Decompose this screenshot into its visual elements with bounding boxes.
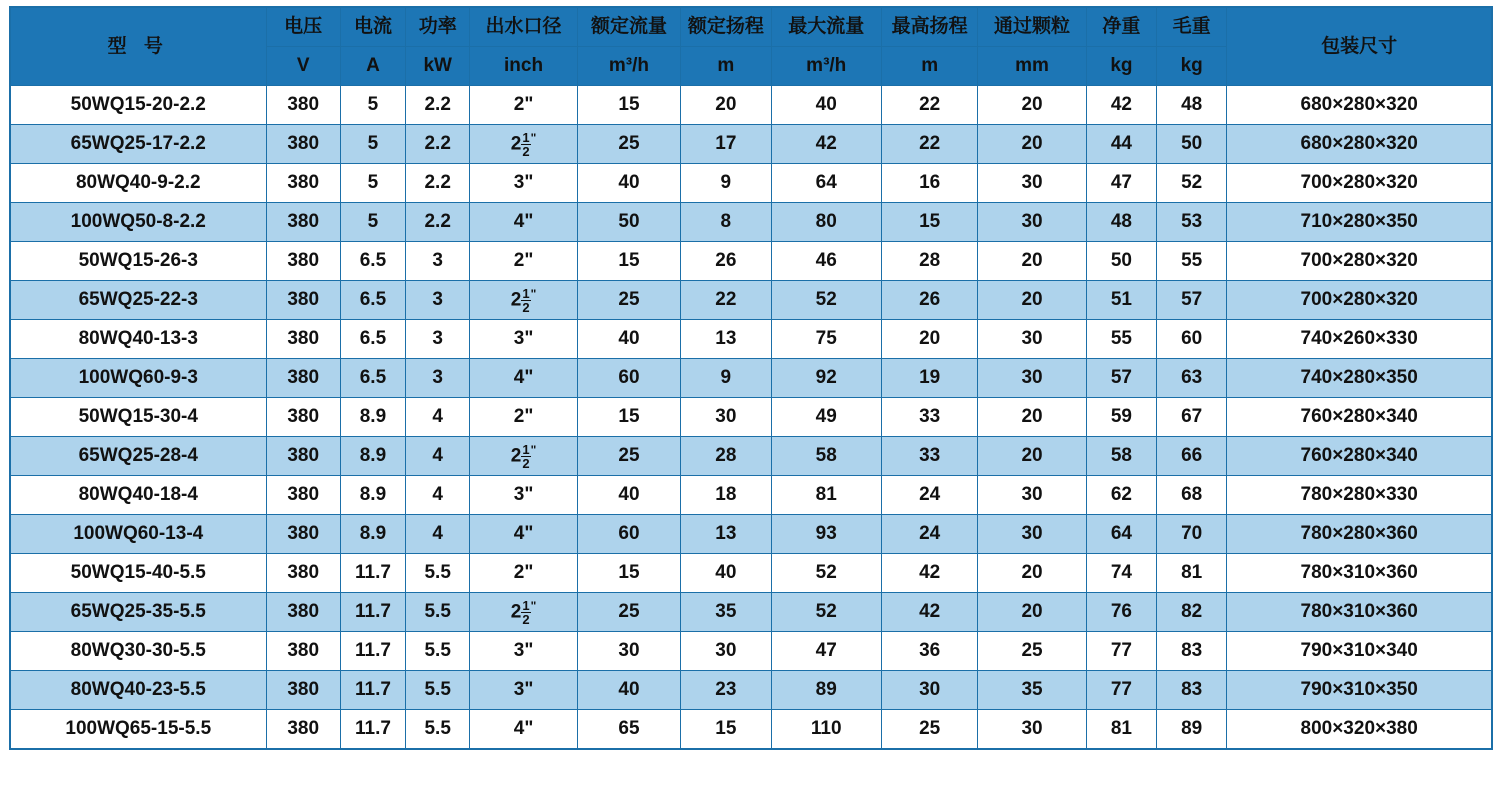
cell-outlet-diameter: 2" <box>470 398 577 437</box>
unit-power: kW <box>406 47 470 86</box>
column-header-gross-weight: 毛重 <box>1157 7 1227 47</box>
cell-power: 4 <box>406 515 470 554</box>
cell-net-weight: 44 <box>1086 125 1156 164</box>
table-body <box>10 86 1492 750</box>
cell-rated-flow: 25 <box>577 125 680 164</box>
column-header-current: 电流 <box>340 7 405 47</box>
cell-package-size: 680×280×320 <box>1227 86 1492 125</box>
cell-outlet-diameter: 4" <box>470 710 577 750</box>
unit-particle-size: mm <box>978 47 1086 86</box>
cell-voltage: 380 <box>266 515 340 554</box>
cell-max-flow: 80 <box>771 203 881 242</box>
cell-max-flow: 52 <box>771 593 881 632</box>
cell-rated-flow: 40 <box>577 164 680 203</box>
unit-rated-flow: m³/h <box>577 47 680 86</box>
cell-package-size: 700×280×320 <box>1227 164 1492 203</box>
cell-rated-head: 26 <box>681 242 771 281</box>
table-row <box>10 164 1492 203</box>
cell-power: 4 <box>406 437 470 476</box>
cell-rated-flow: 40 <box>577 671 680 710</box>
cell-particle-size: 20 <box>978 281 1086 320</box>
cell-net-weight: 42 <box>1086 86 1156 125</box>
cell-power: 3 <box>406 359 470 398</box>
cell-voltage: 380 <box>266 320 340 359</box>
cell-outlet-diameter: 3" <box>470 164 577 203</box>
cell-outlet-diameter: 2 $\frac{1}{2}$ " <box>470 125 577 164</box>
cell-current: 5 <box>340 125 405 164</box>
cell-voltage: 380 <box>266 593 340 632</box>
table-row <box>10 242 1492 281</box>
cell-model: 50WQ15-20-2.2 <box>10 86 266 125</box>
table-row <box>10 554 1492 593</box>
table-row <box>10 515 1492 554</box>
cell-max-flow: 110 <box>771 710 881 750</box>
cell-voltage: 380 <box>266 125 340 164</box>
cell-current: 11.7 <box>340 632 405 671</box>
cell-max-flow: 92 <box>771 359 881 398</box>
cell-net-weight: 48 <box>1086 203 1156 242</box>
cell-current: 11.7 <box>340 671 405 710</box>
cell-voltage: 380 <box>266 710 340 750</box>
cell-outlet-diameter: 4" <box>470 203 577 242</box>
cell-net-weight: 59 <box>1086 398 1156 437</box>
cell-max-head: 19 <box>881 359 977 398</box>
cell-gross-weight: 81 <box>1157 554 1227 593</box>
cell-power: 5.5 <box>406 554 470 593</box>
cell-rated-head: 9 <box>681 164 771 203</box>
table-row <box>10 125 1492 164</box>
header-row-titles <box>10 7 1492 47</box>
cell-net-weight: 57 <box>1086 359 1156 398</box>
cell-net-weight: 76 <box>1086 593 1156 632</box>
cell-particle-size: 35 <box>978 671 1086 710</box>
table-row <box>10 86 1492 125</box>
column-header-particle-size: 通过颗粒 <box>978 7 1086 47</box>
table-row <box>10 281 1492 320</box>
unit-max-head: m <box>881 47 977 86</box>
table-row <box>10 593 1492 632</box>
column-header-rated-flow: 额定流量 <box>577 7 680 47</box>
cell-model: 80WQ40-23-5.5 <box>10 671 266 710</box>
cell-max-flow: 58 <box>771 437 881 476</box>
cell-max-head: 22 <box>881 86 977 125</box>
cell-max-head: 25 <box>881 710 977 750</box>
cell-rated-flow: 65 <box>577 710 680 750</box>
cell-max-flow: 47 <box>771 632 881 671</box>
cell-max-head: 16 <box>881 164 977 203</box>
cell-model: 50WQ15-26-3 <box>10 242 266 281</box>
cell-current: 8.9 <box>340 515 405 554</box>
cell-particle-size: 20 <box>978 554 1086 593</box>
cell-model: 100WQ50-8-2.2 <box>10 203 266 242</box>
cell-outlet-diameter: 2 $\frac{1}{2}$ " <box>470 593 577 632</box>
cell-rated-head: 30 <box>681 398 771 437</box>
cell-voltage: 380 <box>266 437 340 476</box>
cell-model: 100WQ60-13-4 <box>10 515 266 554</box>
unit-current: A <box>340 47 405 86</box>
cell-gross-weight: 82 <box>1157 593 1227 632</box>
cell-rated-head: 9 <box>681 359 771 398</box>
cell-package-size: 780×280×330 <box>1227 476 1492 515</box>
cell-current: 6.5 <box>340 242 405 281</box>
cell-rated-flow: 25 <box>577 593 680 632</box>
cell-max-flow: 49 <box>771 398 881 437</box>
cell-package-size: 700×280×320 <box>1227 242 1492 281</box>
cell-max-head: 28 <box>881 242 977 281</box>
cell-rated-head: 20 <box>681 86 771 125</box>
cell-outlet-diameter: 2" <box>470 86 577 125</box>
cell-particle-size: 20 <box>978 125 1086 164</box>
cell-gross-weight: 63 <box>1157 359 1227 398</box>
column-header-max-head: 最高扬程 <box>881 7 977 47</box>
table-row <box>10 710 1492 750</box>
column-header-package-size: 包装尺寸 <box>1227 7 1492 86</box>
cell-power: 4 <box>406 398 470 437</box>
cell-voltage: 380 <box>266 242 340 281</box>
cell-outlet-diameter: 2" <box>470 242 577 281</box>
cell-gross-weight: 89 <box>1157 710 1227 750</box>
cell-max-head: 30 <box>881 671 977 710</box>
cell-particle-size: 30 <box>978 203 1086 242</box>
pump-specification-table <box>9 6 1493 750</box>
cell-max-flow: 75 <box>771 320 881 359</box>
cell-net-weight: 64 <box>1086 515 1156 554</box>
cell-rated-head: 17 <box>681 125 771 164</box>
unit-rated-head: m <box>681 47 771 86</box>
cell-power: 3 <box>406 281 470 320</box>
cell-max-flow: 89 <box>771 671 881 710</box>
cell-current: 6.5 <box>340 359 405 398</box>
cell-outlet-diameter: 4" <box>470 359 577 398</box>
cell-outlet-diameter: 3" <box>470 632 577 671</box>
cell-model: 50WQ15-40-5.5 <box>10 554 266 593</box>
cell-gross-weight: 66 <box>1157 437 1227 476</box>
cell-gross-weight: 52 <box>1157 164 1227 203</box>
cell-rated-head: 23 <box>681 671 771 710</box>
cell-gross-weight: 60 <box>1157 320 1227 359</box>
cell-max-head: 33 <box>881 398 977 437</box>
cell-rated-head: 28 <box>681 437 771 476</box>
column-header-model: 型 号 <box>10 7 266 86</box>
cell-rated-head: 40 <box>681 554 771 593</box>
cell-max-head: 26 <box>881 281 977 320</box>
cell-outlet-diameter: 4" <box>470 515 577 554</box>
cell-outlet-diameter: 2 $\frac{1}{2}$ " <box>470 437 577 476</box>
column-header-outlet-diameter: 出水口径 <box>470 7 577 47</box>
cell-power: 5.5 <box>406 632 470 671</box>
cell-rated-flow: 25 <box>577 281 680 320</box>
unit-net-weight: kg <box>1086 47 1156 86</box>
cell-package-size: 780×280×360 <box>1227 515 1492 554</box>
cell-voltage: 380 <box>266 203 340 242</box>
table-header <box>10 7 1492 86</box>
cell-rated-head: 13 <box>681 515 771 554</box>
cell-model: 100WQ60-9-3 <box>10 359 266 398</box>
cell-net-weight: 62 <box>1086 476 1156 515</box>
cell-max-head: 42 <box>881 593 977 632</box>
cell-package-size: 780×310×360 <box>1227 554 1492 593</box>
table-row <box>10 476 1492 515</box>
cell-max-flow: 52 <box>771 281 881 320</box>
cell-current: 6.5 <box>340 320 405 359</box>
cell-rated-head: 8 <box>681 203 771 242</box>
cell-model: 80WQ30-30-5.5 <box>10 632 266 671</box>
cell-current: 5 <box>340 203 405 242</box>
cell-voltage: 380 <box>266 554 340 593</box>
cell-particle-size: 25 <box>978 632 1086 671</box>
cell-max-head: 15 <box>881 203 977 242</box>
cell-particle-size: 20 <box>978 398 1086 437</box>
table-row <box>10 398 1492 437</box>
cell-rated-flow: 50 <box>577 203 680 242</box>
cell-package-size: 790×310×350 <box>1227 671 1492 710</box>
cell-package-size: 740×260×330 <box>1227 320 1492 359</box>
cell-outlet-diameter: 2" <box>470 554 577 593</box>
cell-particle-size: 20 <box>978 86 1086 125</box>
table-row <box>10 320 1492 359</box>
cell-rated-head: 15 <box>681 710 771 750</box>
cell-particle-size: 30 <box>978 359 1086 398</box>
cell-package-size: 760×280×340 <box>1227 437 1492 476</box>
cell-power: 2.2 <box>406 164 470 203</box>
cell-power: 5.5 <box>406 593 470 632</box>
cell-outlet-diameter: 3" <box>470 671 577 710</box>
cell-rated-flow: 40 <box>577 320 680 359</box>
cell-power: 4 <box>406 476 470 515</box>
column-header-net-weight: 净重 <box>1086 7 1156 47</box>
cell-current: 11.7 <box>340 593 405 632</box>
cell-particle-size: 20 <box>978 242 1086 281</box>
cell-net-weight: 77 <box>1086 632 1156 671</box>
cell-max-flow: 81 <box>771 476 881 515</box>
cell-particle-size: 30 <box>978 320 1086 359</box>
cell-outlet-diameter: 3" <box>470 320 577 359</box>
cell-model: 80WQ40-9-2.2 <box>10 164 266 203</box>
cell-gross-weight: 83 <box>1157 632 1227 671</box>
cell-package-size: 790×310×340 <box>1227 632 1492 671</box>
cell-rated-flow: 60 <box>577 359 680 398</box>
cell-gross-weight: 55 <box>1157 242 1227 281</box>
cell-max-flow: 52 <box>771 554 881 593</box>
column-header-max-flow: 最大流量 <box>771 7 881 47</box>
cell-particle-size: 30 <box>978 476 1086 515</box>
cell-gross-weight: 70 <box>1157 515 1227 554</box>
cell-current: 5 <box>340 164 405 203</box>
cell-particle-size: 30 <box>978 164 1086 203</box>
unit-max-flow: m³/h <box>771 47 881 86</box>
cell-model: 80WQ40-13-3 <box>10 320 266 359</box>
cell-net-weight: 55 <box>1086 320 1156 359</box>
cell-power: 2.2 <box>406 125 470 164</box>
cell-current: 8.9 <box>340 476 405 515</box>
cell-model: 65WQ25-22-3 <box>10 281 266 320</box>
unit-outlet-diameter: inch <box>470 47 577 86</box>
cell-model: 50WQ15-30-4 <box>10 398 266 437</box>
cell-rated-flow: 15 <box>577 86 680 125</box>
cell-current: 8.9 <box>340 398 405 437</box>
cell-gross-weight: 67 <box>1157 398 1227 437</box>
column-header-voltage: 电压 <box>266 7 340 47</box>
cell-rated-flow: 15 <box>577 242 680 281</box>
cell-rated-flow: 60 <box>577 515 680 554</box>
cell-gross-weight: 83 <box>1157 671 1227 710</box>
cell-gross-weight: 57 <box>1157 281 1227 320</box>
cell-model: 65WQ25-35-5.5 <box>10 593 266 632</box>
cell-max-head: 24 <box>881 515 977 554</box>
unit-gross-weight: kg <box>1157 47 1227 86</box>
cell-gross-weight: 68 <box>1157 476 1227 515</box>
cell-net-weight: 50 <box>1086 242 1156 281</box>
cell-rated-flow: 15 <box>577 554 680 593</box>
cell-power: 2.2 <box>406 86 470 125</box>
cell-package-size: 680×280×320 <box>1227 125 1492 164</box>
cell-particle-size: 30 <box>978 710 1086 750</box>
cell-voltage: 380 <box>266 671 340 710</box>
cell-rated-head: 35 <box>681 593 771 632</box>
cell-net-weight: 74 <box>1086 554 1156 593</box>
cell-gross-weight: 48 <box>1157 86 1227 125</box>
cell-outlet-diameter: 2 $\frac{1}{2}$ " <box>470 281 577 320</box>
cell-voltage: 380 <box>266 281 340 320</box>
cell-rated-head: 30 <box>681 632 771 671</box>
column-header-rated-head: 额定扬程 <box>681 7 771 47</box>
cell-package-size: 800×320×380 <box>1227 710 1492 750</box>
cell-package-size: 710×280×350 <box>1227 203 1492 242</box>
cell-net-weight: 47 <box>1086 164 1156 203</box>
cell-rated-flow: 15 <box>577 398 680 437</box>
cell-max-flow: 93 <box>771 515 881 554</box>
cell-rated-flow: 30 <box>577 632 680 671</box>
cell-rated-flow: 25 <box>577 437 680 476</box>
table-row <box>10 671 1492 710</box>
cell-rated-head: 22 <box>681 281 771 320</box>
cell-package-size: 760×280×340 <box>1227 398 1492 437</box>
unit-voltage: V <box>266 47 340 86</box>
cell-net-weight: 58 <box>1086 437 1156 476</box>
cell-max-head: 36 <box>881 632 977 671</box>
cell-rated-head: 18 <box>681 476 771 515</box>
cell-max-flow: 64 <box>771 164 881 203</box>
table-row <box>10 203 1492 242</box>
cell-max-flow: 46 <box>771 242 881 281</box>
cell-power: 3 <box>406 320 470 359</box>
cell-current: 11.7 <box>340 710 405 750</box>
cell-voltage: 380 <box>266 86 340 125</box>
cell-package-size: 700×280×320 <box>1227 281 1492 320</box>
cell-particle-size: 20 <box>978 593 1086 632</box>
cell-net-weight: 77 <box>1086 671 1156 710</box>
cell-model: 80WQ40-18-4 <box>10 476 266 515</box>
cell-particle-size: 30 <box>978 515 1086 554</box>
cell-net-weight: 51 <box>1086 281 1156 320</box>
cell-voltage: 380 <box>266 359 340 398</box>
cell-max-head: 24 <box>881 476 977 515</box>
cell-outlet-diameter: 3" <box>470 476 577 515</box>
cell-rated-flow: 40 <box>577 476 680 515</box>
cell-power: 5.5 <box>406 671 470 710</box>
table-row <box>10 359 1492 398</box>
table-row <box>10 632 1492 671</box>
cell-rated-head: 13 <box>681 320 771 359</box>
cell-current: 8.9 <box>340 437 405 476</box>
cell-current: 5 <box>340 86 405 125</box>
cell-power: 5.5 <box>406 710 470 750</box>
cell-particle-size: 20 <box>978 437 1086 476</box>
cell-net-weight: 81 <box>1086 710 1156 750</box>
cell-gross-weight: 53 <box>1157 203 1227 242</box>
cell-power: 3 <box>406 242 470 281</box>
cell-voltage: 380 <box>266 632 340 671</box>
cell-model: 65WQ25-28-4 <box>10 437 266 476</box>
cell-voltage: 380 <box>266 164 340 203</box>
cell-max-head: 33 <box>881 437 977 476</box>
cell-current: 11.7 <box>340 554 405 593</box>
cell-package-size: 780×310×360 <box>1227 593 1492 632</box>
cell-max-head: 22 <box>881 125 977 164</box>
cell-max-head: 42 <box>881 554 977 593</box>
cell-max-flow: 42 <box>771 125 881 164</box>
cell-voltage: 380 <box>266 398 340 437</box>
cell-gross-weight: 50 <box>1157 125 1227 164</box>
cell-power: 2.2 <box>406 203 470 242</box>
cell-voltage: 380 <box>266 476 340 515</box>
cell-max-flow: 40 <box>771 86 881 125</box>
column-header-power: 功率 <box>406 7 470 47</box>
cell-model: 100WQ65-15-5.5 <box>10 710 266 750</box>
cell-current: 6.5 <box>340 281 405 320</box>
cell-model: 65WQ25-17-2.2 <box>10 125 266 164</box>
table-row <box>10 437 1492 476</box>
cell-max-head: 20 <box>881 320 977 359</box>
cell-package-size: 740×280×350 <box>1227 359 1492 398</box>
